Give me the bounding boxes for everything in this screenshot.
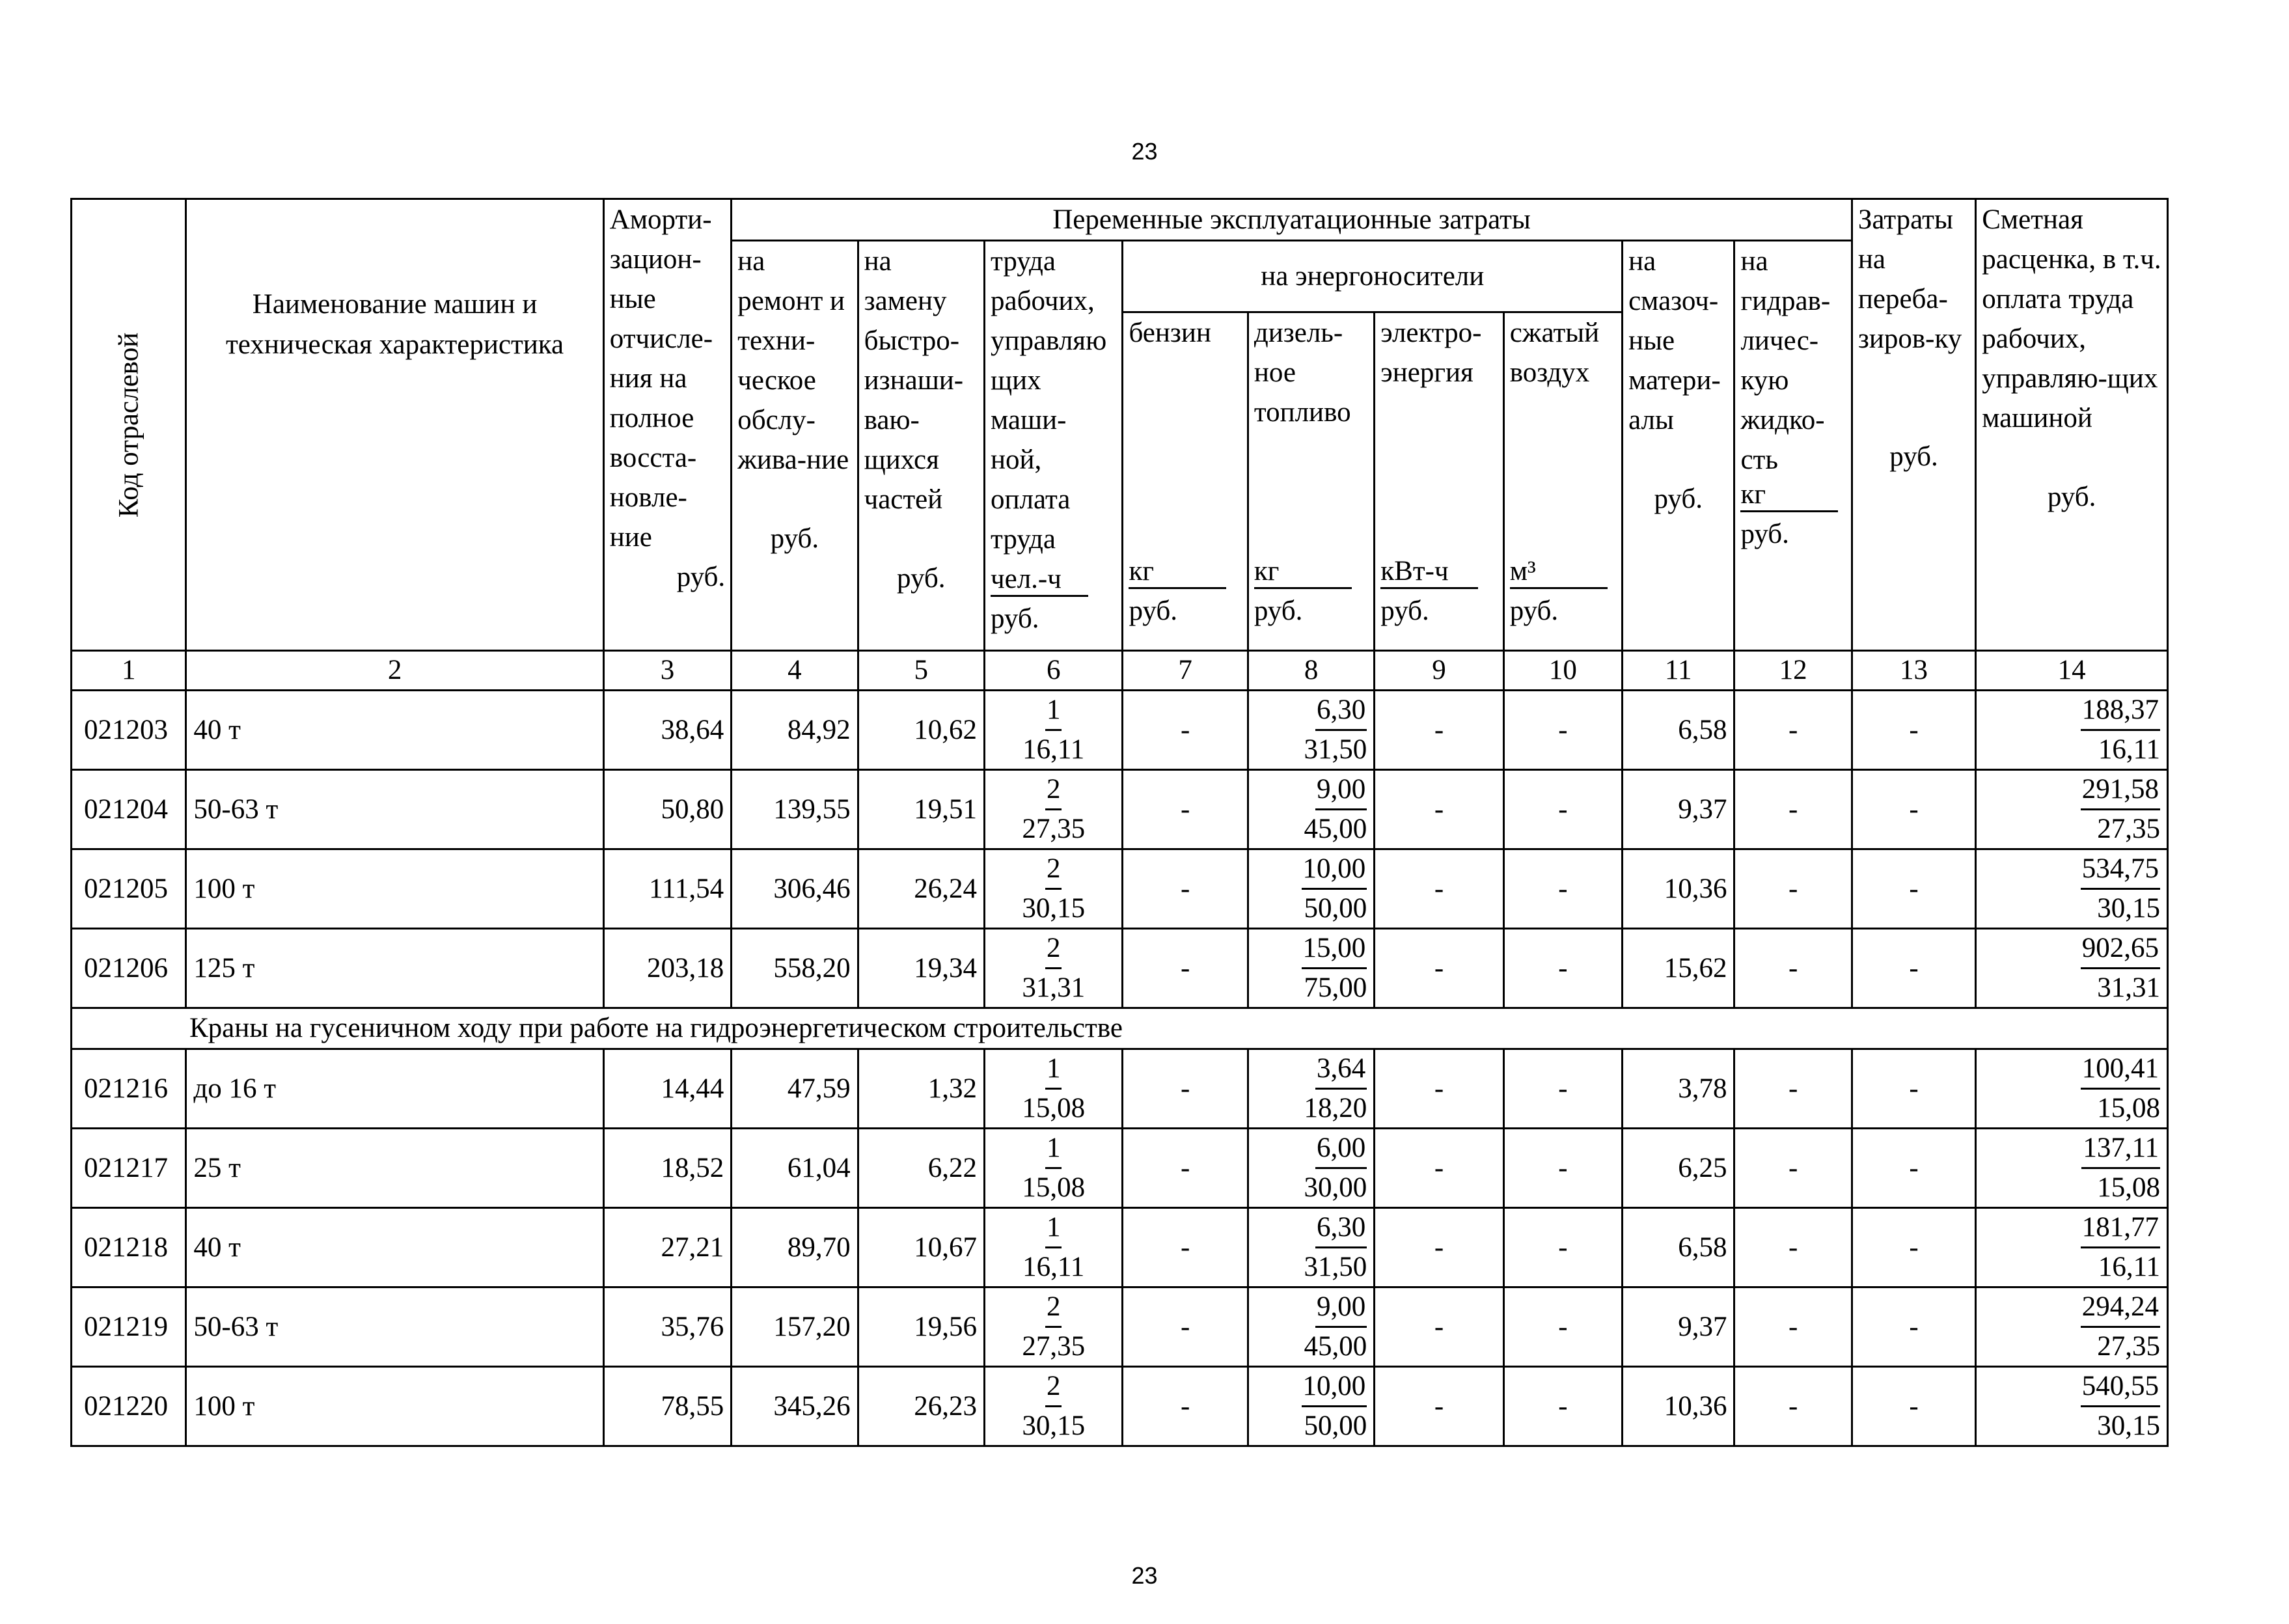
rate-value-bottom: 27,35 <box>2097 1331 2160 1362</box>
header-repair: на ремонт и техни-ческое обслу-жива-ние руб. <box>732 241 858 651</box>
header-lubricant: на смазоч-ные матери-алы руб. <box>1623 241 1734 651</box>
electricity-value: - <box>1375 1129 1503 1208</box>
labor-value-bottom: 15,08 <box>1022 1172 1086 1203</box>
rate-value-bottom: 30,15 <box>2097 1411 2160 1441</box>
lubricant-value: 3,78 <box>1623 1049 1734 1129</box>
hydraulic-value: - <box>1734 929 1852 1008</box>
electricity-value: - <box>1375 1287 1503 1367</box>
table-body-group2 <box>72 1049 2168 1446</box>
labor-value-top: 2 <box>1045 1368 1062 1407</box>
hydraulic-value: - <box>1734 849 1852 929</box>
repair-value: 157,20 <box>732 1287 858 1367</box>
amortization-value: 35,76 <box>603 1287 731 1367</box>
rate-value-bottom: 15,08 <box>2097 1172 2160 1203</box>
air-value: - <box>1503 770 1622 849</box>
repair-value: 84,92 <box>732 691 858 770</box>
machine-name: 50-63 т <box>186 770 603 849</box>
petrol-value: - <box>1123 1367 1248 1446</box>
diesel-value <box>1248 770 1374 849</box>
labor-value-top: 2 <box>1045 929 1062 969</box>
diesel-value <box>1248 1367 1374 1446</box>
machine-code: 021217 <box>72 1129 186 1208</box>
machine-name: до 16 т <box>186 1049 603 1129</box>
diesel-value-top: 9,00 <box>1315 771 1367 810</box>
labor-value <box>985 1049 1123 1129</box>
column-number: 12 <box>1734 651 1852 691</box>
header-hydraulic: на гидрав-личес-кую жидко-сть кг руб. <box>1734 241 1852 651</box>
parts-value: 19,56 <box>858 1287 984 1367</box>
header-relocation: Затраты на переба-зиров-ку руб. <box>1852 199 1975 651</box>
labor-value <box>985 770 1123 849</box>
rate-value-bottom: 16,11 <box>2098 734 2160 765</box>
machine-name: 40 т <box>186 691 603 770</box>
table-row <box>72 770 2168 849</box>
rate-value-top: 188,37 <box>2081 691 2160 731</box>
relocation-value: - <box>1852 1129 1975 1208</box>
air-value: - <box>1503 1129 1622 1208</box>
machine-code: 021219 <box>72 1287 186 1367</box>
diesel-value-top: 6,30 <box>1315 691 1367 731</box>
amortization-value: 78,55 <box>603 1367 731 1446</box>
section-title: Краны на гусеничном ходу при работе на гидроэнергетическом строительстве <box>72 1008 2168 1049</box>
page-number-top: 23 <box>1131 138 1158 165</box>
diesel-value-bottom: 75,00 <box>1304 972 1367 1003</box>
rate-value <box>1976 1129 2168 1208</box>
diesel-value <box>1248 1208 1374 1287</box>
labor-value-bottom: 27,35 <box>1022 814 1086 844</box>
amortization-value: 38,64 <box>603 691 731 770</box>
table-body-group1 <box>72 691 2168 1008</box>
machine-code: 021205 <box>72 849 186 929</box>
hydraulic-value: - <box>1734 1129 1852 1208</box>
header-variable-costs: Переменные эксплуатационные затраты <box>732 199 1852 241</box>
petrol-value: - <box>1123 1049 1248 1129</box>
table-row <box>72 1049 2168 1129</box>
lubricant-value: 15,62 <box>1623 929 1734 1008</box>
lubricant-value: 10,36 <box>1623 849 1734 929</box>
rate-value <box>1976 770 2168 849</box>
repair-value: 139,55 <box>732 770 858 849</box>
header-amortization: Аморти-зацион-ные отчисле-ния на полное восста-новле-ние руб. <box>603 199 731 651</box>
air-value: - <box>1503 929 1622 1008</box>
labor-value-bottom: 30,15 <box>1022 893 1086 924</box>
rate-value <box>1976 1367 2168 1446</box>
diesel-value <box>1248 849 1374 929</box>
parts-value: 19,51 <box>858 770 984 849</box>
parts-value: 10,62 <box>858 691 984 770</box>
diesel-value-top: 15,00 <box>1302 929 1367 969</box>
header-labor: труда рабочих, управляю щих маши-ной, оплата труда чел.-ч руб. <box>985 241 1123 651</box>
rate-value <box>1976 691 2168 770</box>
column-number: 11 <box>1623 651 1734 691</box>
page-number-bottom: 23 <box>1131 1562 1158 1589</box>
hydraulic-value: - <box>1734 770 1852 849</box>
machine-code: 021220 <box>72 1367 186 1446</box>
labor-value <box>985 1208 1123 1287</box>
rate-value <box>1976 1208 2168 1287</box>
table-row <box>72 1367 2168 1446</box>
parts-value: 26,23 <box>858 1367 984 1446</box>
machine-name: 25 т <box>186 1129 603 1208</box>
lubricant-value: 9,37 <box>1623 770 1734 849</box>
petrol-value: - <box>1123 849 1248 929</box>
air-value: - <box>1503 1208 1622 1287</box>
table-row <box>72 1129 2168 1208</box>
rate-value <box>1976 1287 2168 1367</box>
relocation-value: - <box>1852 1287 1975 1367</box>
electricity-value: - <box>1375 1367 1503 1446</box>
diesel-value <box>1248 1129 1374 1208</box>
machine-code: 021204 <box>72 770 186 849</box>
column-number: 2 <box>186 651 603 691</box>
column-number: 9 <box>1375 651 1503 691</box>
rate-value-top: 137,11 <box>2081 1129 2160 1169</box>
parts-value: 19,34 <box>858 929 984 1008</box>
column-number: 14 <box>1976 651 2168 691</box>
lubricant-value: 6,58 <box>1623 691 1734 770</box>
relocation-value: - <box>1852 1049 1975 1129</box>
lubricant-value: 6,25 <box>1623 1129 1734 1208</box>
labor-value <box>985 691 1123 770</box>
air-value: - <box>1503 1049 1622 1129</box>
amortization-value: 18,52 <box>603 1129 731 1208</box>
hydraulic-value: - <box>1734 1367 1852 1446</box>
petrol-value: - <box>1123 1129 1248 1208</box>
rate-value-top: 534,75 <box>2081 850 2160 890</box>
petrol-value: - <box>1123 691 1248 770</box>
electricity-value: - <box>1375 770 1503 849</box>
repair-value: 61,04 <box>732 1129 858 1208</box>
hydraulic-value: - <box>1734 1049 1852 1129</box>
table-row <box>72 691 2168 770</box>
rate-value-bottom: 31,31 <box>2097 972 2160 1003</box>
header-electricity: электро-энергия кВт-ч руб. <box>1375 312 1503 651</box>
header-compressed-air: сжатый воздух м³ руб. <box>1503 312 1622 651</box>
electricity-value: - <box>1375 1049 1503 1129</box>
column-number: 8 <box>1248 651 1374 691</box>
lubricant-value: 9,37 <box>1623 1287 1734 1367</box>
parts-value: 6,22 <box>858 1129 984 1208</box>
machine-name: 125 т <box>186 929 603 1008</box>
amortization-value: 50,80 <box>603 770 731 849</box>
hydraulic-value: - <box>1734 1287 1852 1367</box>
diesel-value <box>1248 1287 1374 1367</box>
diesel-value-bottom: 45,00 <box>1304 814 1367 844</box>
machine-name: 40 т <box>186 1208 603 1287</box>
labor-value <box>985 1129 1123 1208</box>
diesel-value-bottom: 31,50 <box>1304 1252 1367 1282</box>
labor-value <box>985 929 1123 1008</box>
header-energy: на энергоносители <box>1123 241 1623 312</box>
rate-value <box>1976 929 2168 1008</box>
relocation-value: - <box>1852 691 1975 770</box>
labor-value-top: 2 <box>1045 850 1062 890</box>
header-diesel: дизель-ное топливо кг руб. <box>1248 312 1374 651</box>
amortization-value: 27,21 <box>603 1208 731 1287</box>
machine-name: 100 т <box>186 1367 603 1446</box>
labor-value-bottom: 16,11 <box>1022 734 1085 765</box>
rate-value-top: 100,41 <box>2081 1050 2160 1090</box>
labor-value-top: 2 <box>1045 1288 1062 1328</box>
diesel-value-top: 3,64 <box>1315 1050 1367 1090</box>
column-number: 10 <box>1503 651 1622 691</box>
diesel-value-top: 10,00 <box>1302 850 1367 890</box>
labor-value-bottom: 30,15 <box>1022 1411 1086 1441</box>
rate-value-bottom: 30,15 <box>2097 893 2160 924</box>
rate-value <box>1976 1049 2168 1129</box>
air-value: - <box>1503 691 1622 770</box>
labor-value <box>985 1367 1123 1446</box>
labor-value <box>985 1287 1123 1367</box>
diesel-value-bottom: 50,00 <box>1304 893 1367 924</box>
machine-code: 021206 <box>72 929 186 1008</box>
hydraulic-value: - <box>1734 691 1852 770</box>
header-petrol: бензин кг руб. <box>1123 312 1248 651</box>
column-number: 7 <box>1123 651 1248 691</box>
rate-value-top: 181,77 <box>2081 1209 2160 1248</box>
diesel-value <box>1248 691 1374 770</box>
table-row <box>72 849 2168 929</box>
air-value: - <box>1503 849 1622 929</box>
rate-value-top: 291,58 <box>2081 771 2160 810</box>
relocation-value: - <box>1852 1208 1975 1287</box>
repair-value: 345,26 <box>732 1367 858 1446</box>
repair-value: 306,46 <box>732 849 858 929</box>
column-number: 1 <box>72 651 186 691</box>
rate-value-top: 294,24 <box>2081 1288 2160 1328</box>
labor-value-top: 1 <box>1045 1129 1062 1169</box>
petrol-value: - <box>1123 1287 1248 1367</box>
header-estimated-rate: Сметная расценка, в т.ч. оплата труда рабочих, управляю-щих машиной руб. <box>1976 199 2168 651</box>
relocation-value: - <box>1852 849 1975 929</box>
electricity-value: - <box>1375 691 1503 770</box>
relocation-value: - <box>1852 929 1975 1008</box>
machine-code: 021218 <box>72 1208 186 1287</box>
rate-value-bottom: 16,11 <box>2098 1252 2160 1282</box>
rate-value-top: 902,65 <box>2081 929 2160 969</box>
amortization-value: 14,44 <box>603 1049 731 1129</box>
repair-value: 47,59 <box>732 1049 858 1129</box>
amortization-value: 111,54 <box>603 849 731 929</box>
header-parts: на замену быстро-изнаши-ваю-щихся частей руб. <box>858 241 984 651</box>
header-code: Код отраслевой <box>72 199 186 651</box>
column-number: 5 <box>858 651 984 691</box>
labor-value-bottom: 27,35 <box>1022 1331 1086 1362</box>
column-number: 3 <box>603 651 731 691</box>
rate-value-top: 540,55 <box>2081 1368 2160 1407</box>
electricity-value: - <box>1375 849 1503 929</box>
petrol-value: - <box>1123 770 1248 849</box>
diesel-value-bottom: 31,50 <box>1304 734 1367 765</box>
machine-name: 50-63 т <box>186 1287 603 1367</box>
diesel-value-top: 6,30 <box>1315 1209 1367 1248</box>
labor-value-top: 2 <box>1045 771 1062 810</box>
hydraulic-value: - <box>1734 1208 1852 1287</box>
air-value: - <box>1503 1287 1622 1367</box>
diesel-value-top: 9,00 <box>1315 1288 1367 1328</box>
rate-value-bottom: 15,08 <box>2097 1093 2160 1123</box>
parts-value: 26,24 <box>858 849 984 929</box>
electricity-value: - <box>1375 929 1503 1008</box>
machine-rates-table <box>70 198 2169 1447</box>
section-row <box>72 1008 2168 1049</box>
labor-value-top: 1 <box>1045 1209 1062 1248</box>
parts-value: 1,32 <box>858 1049 984 1129</box>
diesel-value-bottom: 50,00 <box>1304 1411 1367 1441</box>
diesel-value-top: 6,00 <box>1315 1129 1367 1169</box>
labor-value-top: 1 <box>1045 691 1062 731</box>
table-row <box>72 929 2168 1008</box>
repair-value: 558,20 <box>732 929 858 1008</box>
labor-value-top: 1 <box>1045 1050 1062 1090</box>
petrol-value: - <box>1123 929 1248 1008</box>
labor-value <box>985 849 1123 929</box>
air-value: - <box>1503 1367 1622 1446</box>
column-number: 6 <box>985 651 1123 691</box>
column-number: 13 <box>1852 651 1975 691</box>
machine-code: 021203 <box>72 691 186 770</box>
petrol-value: - <box>1123 1208 1248 1287</box>
amortization-value: 203,18 <box>603 929 731 1008</box>
diesel-value-bottom: 30,00 <box>1304 1172 1367 1203</box>
labor-value-bottom: 15,08 <box>1022 1093 1086 1123</box>
diesel-value-bottom: 45,00 <box>1304 1331 1367 1362</box>
diesel-value-bottom: 18,20 <box>1304 1093 1367 1123</box>
rate-value-bottom: 27,35 <box>2097 814 2160 844</box>
parts-value: 10,67 <box>858 1208 984 1287</box>
header-name: Наименование машин и техническая характеристика <box>186 199 603 651</box>
rate-value <box>1976 849 2168 929</box>
labor-value-bottom: 31,31 <box>1022 972 1086 1003</box>
labor-value-bottom: 16,11 <box>1022 1252 1085 1282</box>
table-row <box>72 1287 2168 1367</box>
column-number: 4 <box>732 651 858 691</box>
machine-code: 021216 <box>72 1049 186 1129</box>
table-row <box>72 1208 2168 1287</box>
electricity-value: - <box>1375 1208 1503 1287</box>
lubricant-value: 10,36 <box>1623 1367 1734 1446</box>
repair-value: 89,70 <box>732 1208 858 1287</box>
column-numbers-row <box>72 651 2168 691</box>
diesel-value <box>1248 929 1374 1008</box>
diesel-value-top: 10,00 <box>1302 1368 1367 1407</box>
lubricant-value: 6,58 <box>1623 1208 1734 1287</box>
relocation-value: - <box>1852 770 1975 849</box>
machine-name: 100 т <box>186 849 603 929</box>
diesel-value <box>1248 1049 1374 1129</box>
relocation-value: - <box>1852 1367 1975 1446</box>
